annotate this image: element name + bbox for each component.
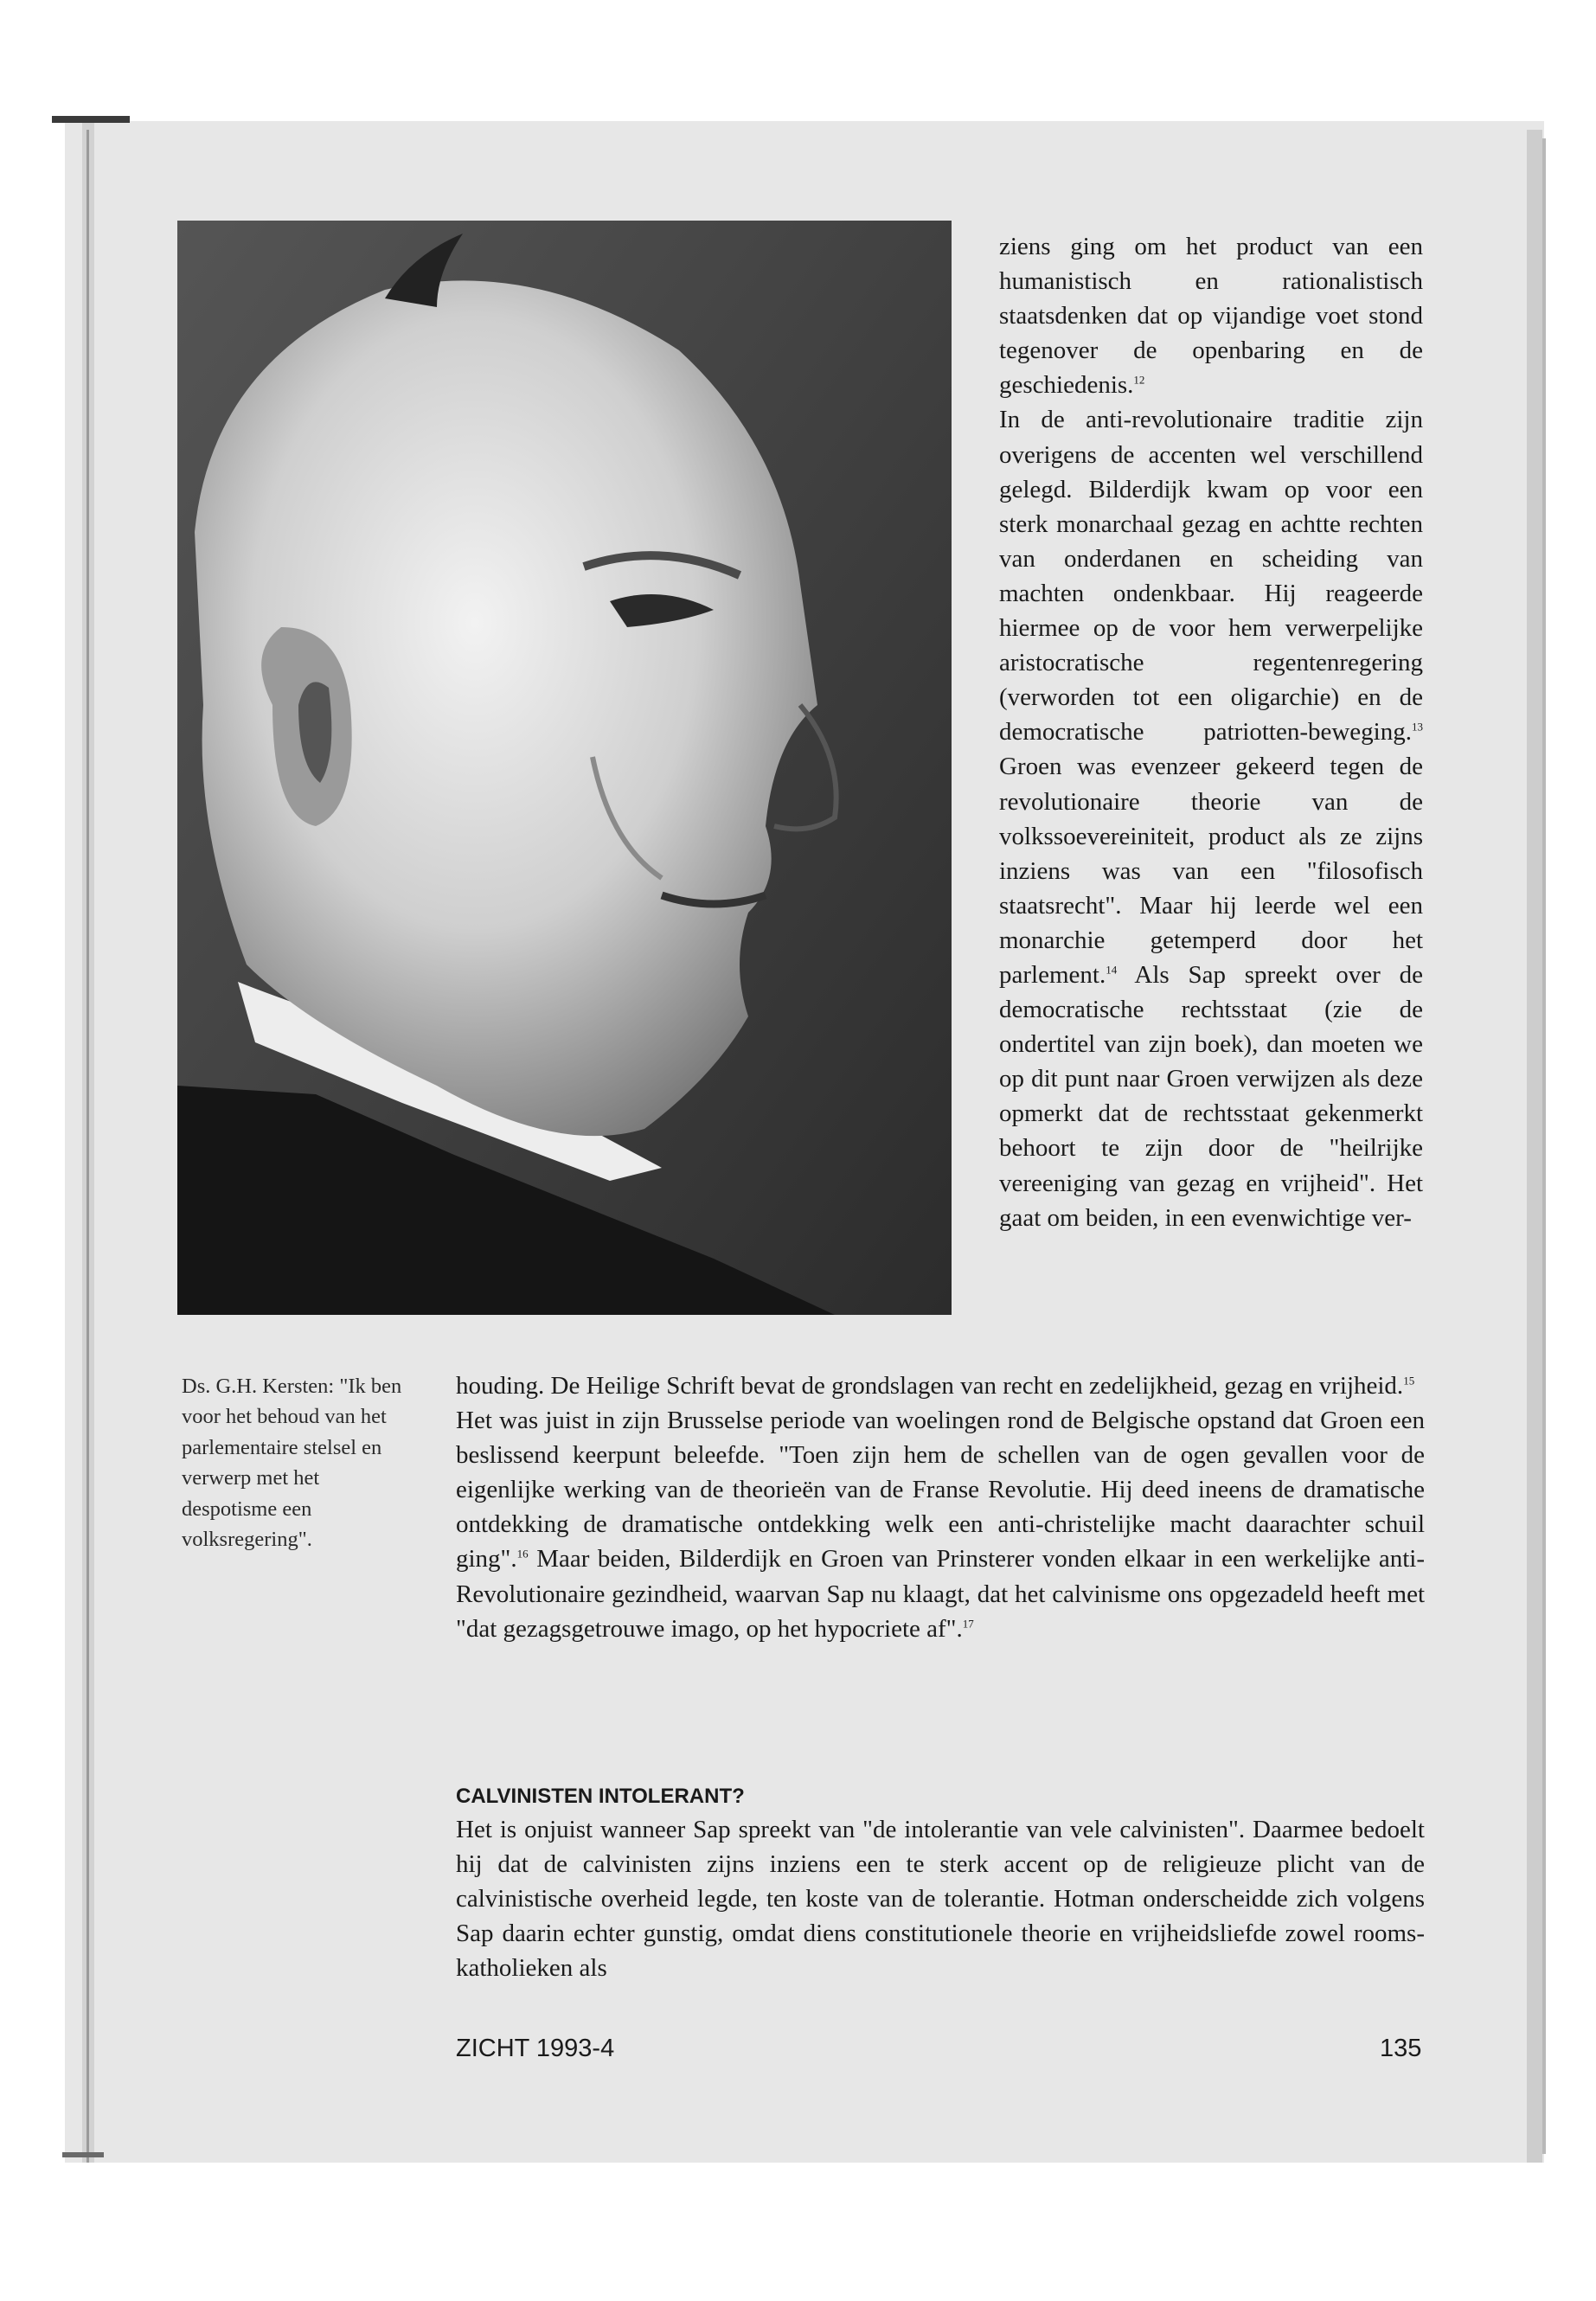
lower-body-text (456, 1812, 1425, 1985)
portrait-photo-icon (177, 221, 952, 1315)
column-paragraph-2: In de anti-revolutionaire traditie zijn overigens de accenten wel verschillend gelegd. Bilderdijk kwam op voor een sterk monarchaal gezag en achtte rechten van onderdanen en scheiding van machten ondenkbaar. Hij reageerde hiermee op de voor hem verwerpelijke aristocratische regentenregering (verworden tot een oligarchie) en de democratische patriotten-beweging.$^{13}$ Groen was evenzeer gekeerd tegen de revolutionaire theorie van de volkssoevereiniteit, product als ze zijns inziens was van een "filosofisch staatsrecht". Maar hij leerde wel een monarchie getemperd door het parlement.$^{14}$ Als Sap spreekt over de democratische rechtsstaat (zie de ondertitel van zijn boek), dan moeten we op dit punt naar Groen verwijzen als deze opmerkt dat de rechtsstaat gekenmerkt behoort te zijn door de "heilrijke vereeniging van gezag en vrijheid". Het gaat om beiden, in een evenwichtige ver- (999, 406, 1423, 1232)
right-text-column (999, 229, 1423, 1235)
photo-caption: Ds. G.H. Kersten: "Ik ben voor het behoud van het parlementaire stelsel en verwerp met het despotisme een volksregering". (182, 1375, 402, 1552)
lower-paragraph: Het is onjuist wanneer Sap spreekt van "de intolerantie van vele calvinisten". Daarmee bedoelt hij dat de calvinisten zijns inziens een te sterk accent op de religieuze plicht van de calvinistische overheid legde, ten koste van de tolerantie. Hotman onderscheidde zich volgens Sap daarin echter gunstig, omdat diens constitutionele theorie en vrijheidsliefde zowel rooms-katholieken als (456, 1816, 1425, 1983)
section-heading: CALVINISTEN INTOLERANT? (456, 1785, 745, 1808)
page-edge-right (1527, 130, 1542, 2163)
binding-mark-bottom (62, 2152, 104, 2157)
wide-paragraph-2: Het was juist in zijn Brusselse periode van woelingen rond de Belgische opstand dat Groen een beslissend keerpunt beleefde. "Toen zijn hem de schellen van de ogen gevallen voor de eigenlijke werking van de theorieën van de Franse Revolutie. Hij deed ineens de dramatische ontdekking de dramatische ontdekking welk een anti-christelijke macht daarachter schuil ging".$^{16}$ Maar beiden, Bilderdijk en Groen van Prinsterer vonden elkaar in een werkelijke anti-Revolutionaire gezindheid, waarvan Sap nu klaagt, dat het calvinisme ons opgezadeld heeft met "dat gezagsgetrouwe imago, op het hypocriete af".$^{17}$ (456, 1407, 1426, 1643)
wide-paragraph-continuation: houding. De Heilige Schrift bevat de grondslagen van recht en zedelijkheid, gezag en vrijheid.$^{15}$ (456, 1372, 1415, 1400)
portrait-photo (177, 221, 952, 1315)
column-paragraph-1: ziens ging om het product van een humanistisch en rationalistisch staatsdenken dat op vijandige voet stond tegenover de openbaring en de geschiedenis.$^{12}$ (999, 233, 1423, 400)
wide-body-text (456, 1368, 1425, 1646)
page-number: 135 (1380, 2035, 1422, 2062)
page-edge-shadow (1542, 138, 1546, 2154)
binding-mark-top (52, 116, 130, 123)
spine-line (87, 130, 89, 2163)
journal-footer: ZICHT 1993-4 (456, 2035, 615, 2062)
